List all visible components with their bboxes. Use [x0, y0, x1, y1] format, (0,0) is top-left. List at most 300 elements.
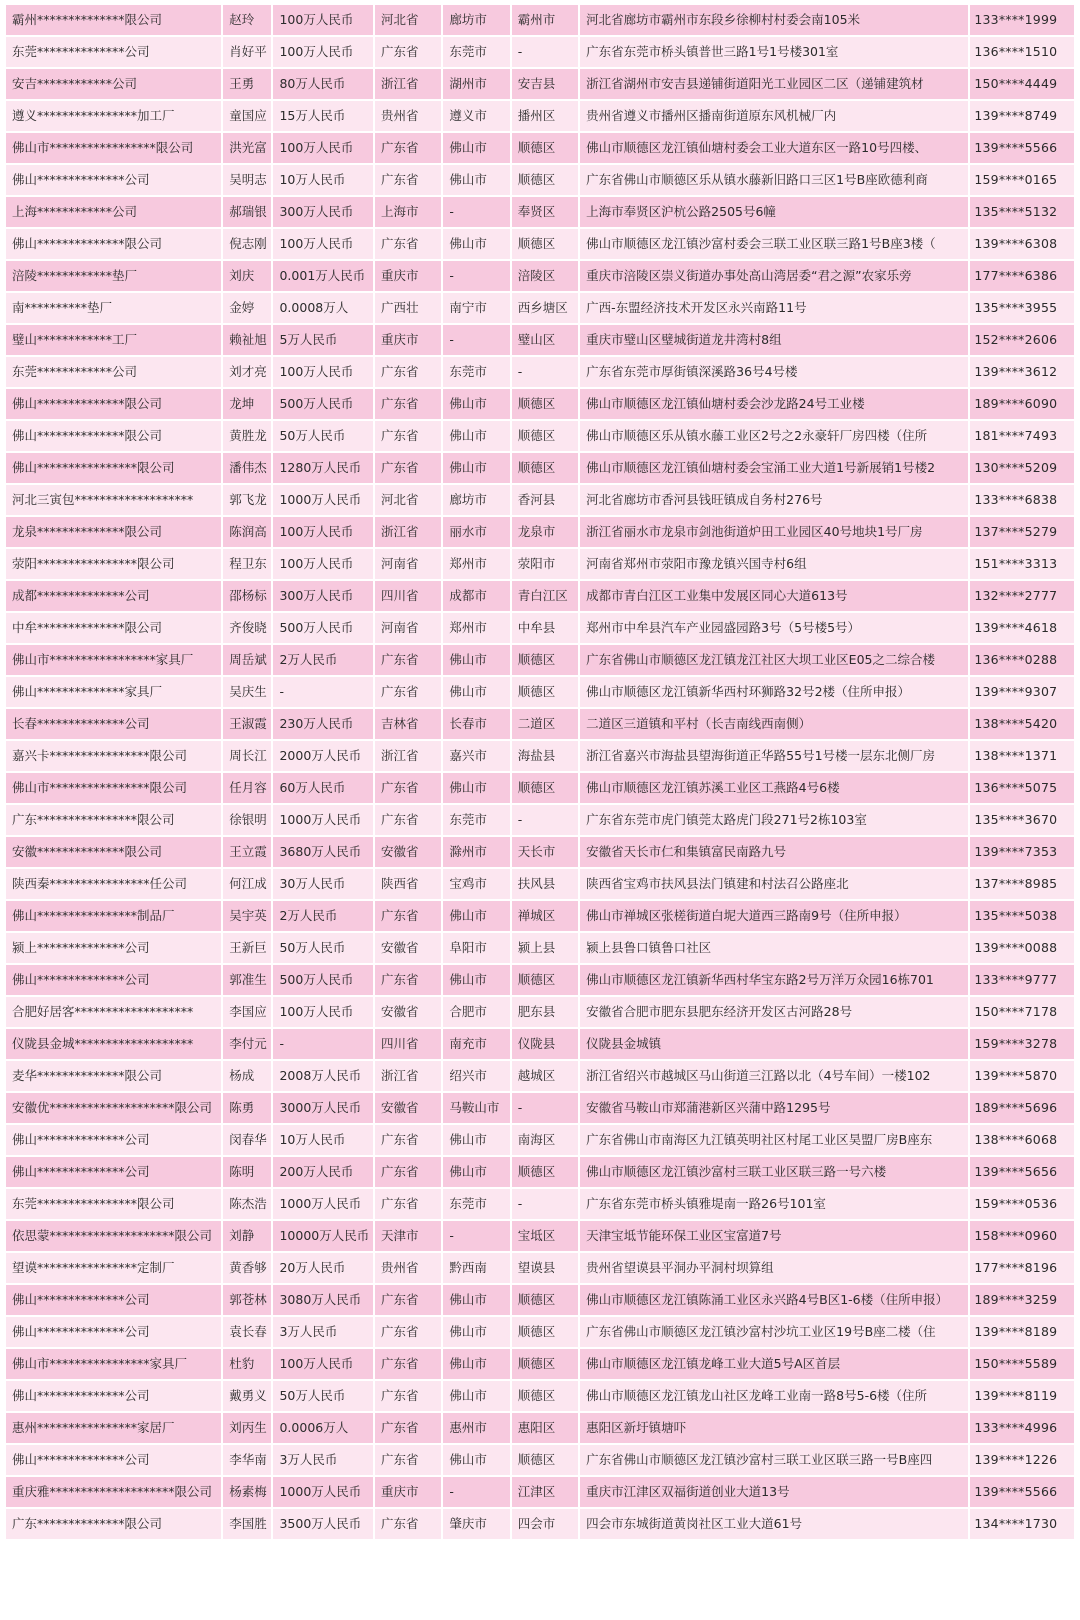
phone-cell: 159****0165 [970, 165, 1074, 195]
company-name-cell: 安吉************公司 [6, 69, 221, 99]
table-row [6, 773, 1074, 803]
phone-cell: 158****0960 [970, 1221, 1074, 1251]
registered-capital-cell: 50万人民币 [273, 1381, 373, 1411]
address-cell: 佛山市禅城区张槎街道白坭大道西三路南9号（住所申报） [580, 901, 968, 931]
phone-cell: 150****7178 [970, 997, 1074, 1027]
table-row [6, 325, 1074, 355]
district-cell: 顺德区 [512, 1445, 578, 1475]
legal-person-cell: 邵杨标 [223, 581, 271, 611]
phone-cell: 139****8749 [970, 101, 1074, 131]
city-cell: 南充市 [443, 1029, 509, 1059]
phone-cell: 139****5870 [970, 1061, 1074, 1091]
registered-capital-cell: 200万人民币 [273, 1157, 373, 1187]
registered-capital-cell: 10000万人民币 [273, 1221, 373, 1251]
company-name-cell: 东莞**************公司 [6, 37, 221, 67]
table-row [6, 165, 1074, 195]
registered-capital-cell: 1000万人民币 [273, 805, 373, 835]
legal-person-cell: 洪光富 [223, 133, 271, 163]
district-cell: 顺德区 [512, 1349, 578, 1379]
city-cell: 合肥市 [443, 997, 509, 1027]
district-cell: 肥东县 [512, 997, 578, 1027]
company-name-cell: 佛山**************限公司 [6, 421, 221, 451]
province-cell: 吉林省 [375, 709, 441, 739]
district-cell: 霸州市 [512, 5, 578, 35]
city-cell: 佛山市 [443, 1445, 509, 1475]
legal-person-cell: 王淑霞 [223, 709, 271, 739]
address-cell: 广东省佛山市南海区九江镇英明社区村尾工业区昊盟厂房B座东 [580, 1125, 968, 1155]
address-cell: 浙江省绍兴市越城区马山街道三江路以北（4号车间）一楼102 [580, 1061, 968, 1091]
city-cell: 郑州市 [443, 613, 509, 643]
table-row [6, 805, 1074, 835]
city-cell: 肇庆市 [443, 1509, 509, 1539]
registered-capital-cell: 2万人民币 [273, 901, 373, 931]
province-cell: 广东省 [375, 165, 441, 195]
province-cell: 浙江省 [375, 69, 441, 99]
legal-person-cell: 刘静 [223, 1221, 271, 1251]
phone-cell: 134****1730 [970, 1509, 1074, 1539]
table-row [6, 997, 1074, 1027]
table-row [6, 1029, 1074, 1059]
province-cell: 天津市 [375, 1221, 441, 1251]
legal-person-cell: 黄香够 [223, 1253, 271, 1283]
phone-cell: 135****3955 [970, 293, 1074, 323]
table-row [6, 5, 1074, 35]
company-name-cell: 佛山**************家具厂 [6, 677, 221, 707]
phone-cell: 133****1999 [970, 5, 1074, 35]
address-cell: 郑州市中牟县汽车产业园盛园路3号（5号楼5号） [580, 613, 968, 643]
city-cell: 滁州市 [443, 837, 509, 867]
province-cell: 广东省 [375, 965, 441, 995]
province-cell: 河南省 [375, 613, 441, 643]
city-cell: 东莞市 [443, 357, 509, 387]
table-row [6, 485, 1074, 515]
city-cell: 宝鸡市 [443, 869, 509, 899]
phone-cell: 139****8119 [970, 1381, 1074, 1411]
district-cell: 香河县 [512, 485, 578, 515]
city-cell: 绍兴市 [443, 1061, 509, 1091]
company-name-cell: 颍上**************公司 [6, 933, 221, 963]
city-cell: 佛山市 [443, 1317, 509, 1347]
table-row [6, 1157, 1074, 1187]
table-row [6, 933, 1074, 963]
registered-capital-cell: 2008万人民币 [273, 1061, 373, 1091]
city-cell: 郑州市 [443, 549, 509, 579]
phone-cell: 150****4449 [970, 69, 1074, 99]
company-table [4, 3, 1076, 1541]
province-cell: 河南省 [375, 549, 441, 579]
registered-capital-cell: 100万人民币 [273, 517, 373, 547]
district-cell: 四会市 [512, 1509, 578, 1539]
phone-cell: 137****8985 [970, 869, 1074, 899]
province-cell: 重庆市 [375, 1477, 441, 1507]
address-cell: 陕西省宝鸡市扶风县法门镇建和村法召公路座北 [580, 869, 968, 899]
city-cell: 佛山市 [443, 421, 509, 451]
company-name-cell: 河北三寅包******************* [6, 485, 221, 515]
registered-capital-cell: 0.0008万人 [273, 293, 373, 323]
company-name-cell: 惠州****************家居厂 [6, 1413, 221, 1443]
registered-capital-cell: 1000万人民币 [273, 1477, 373, 1507]
phone-cell: 177****8196 [970, 1253, 1074, 1283]
company-name-cell: 长春**************公司 [6, 709, 221, 739]
legal-person-cell: 刘丙生 [223, 1413, 271, 1443]
phone-cell: 139****5566 [970, 1477, 1074, 1507]
phone-cell: 138****1371 [970, 741, 1074, 771]
district-cell: - [512, 1093, 578, 1123]
city-cell: 丽水市 [443, 517, 509, 547]
phone-cell: 137****5279 [970, 517, 1074, 547]
phone-cell: 133****9777 [970, 965, 1074, 995]
phone-cell: 135****5038 [970, 901, 1074, 931]
registered-capital-cell: 1000万人民币 [273, 485, 373, 515]
legal-person-cell: 杨成 [223, 1061, 271, 1091]
city-cell: 佛山市 [443, 229, 509, 259]
legal-person-cell: 闵春华 [223, 1125, 271, 1155]
city-cell: 南宁市 [443, 293, 509, 323]
district-cell: 涪陵区 [512, 261, 578, 291]
table-row [6, 1253, 1074, 1283]
registered-capital-cell: 3500万人民币 [273, 1509, 373, 1539]
legal-person-cell: 周岳斌 [223, 645, 271, 675]
table-row [6, 1221, 1074, 1251]
table-row [6, 101, 1074, 131]
district-cell: 顺德区 [512, 645, 578, 675]
province-cell: 广东省 [375, 645, 441, 675]
province-cell: 安徽省 [375, 837, 441, 867]
company-name-cell: 依思蒙********************限公司 [6, 1221, 221, 1251]
company-name-cell: 广东****************限公司 [6, 805, 221, 835]
company-name-cell: 合肥好居客******************* [6, 997, 221, 1027]
legal-person-cell: 杨素梅 [223, 1477, 271, 1507]
district-cell: 顺德区 [512, 965, 578, 995]
district-cell: 顺德区 [512, 1285, 578, 1315]
table-row [6, 389, 1074, 419]
city-cell: 马鞍山市 [443, 1093, 509, 1123]
legal-person-cell: 陈润高 [223, 517, 271, 547]
district-cell: 顺德区 [512, 773, 578, 803]
address-cell: 广西-东盟经济技术开发区永兴南路11号 [580, 293, 968, 323]
registered-capital-cell: 100万人民币 [273, 5, 373, 35]
address-cell: 佛山市顺德区龙江镇龙山社区龙峰工业南一路8号5-6楼（住所 [580, 1381, 968, 1411]
province-cell: 重庆市 [375, 325, 441, 355]
district-cell: 顺德区 [512, 389, 578, 419]
registered-capital-cell: 30万人民币 [273, 869, 373, 899]
province-cell: 浙江省 [375, 1061, 441, 1091]
table-body [6, 5, 1074, 1539]
district-cell: 南海区 [512, 1125, 578, 1155]
address-cell: 佛山市顺德区龙江镇仙塘村委会宝涌工业大道1号新展销1号楼2 [580, 453, 968, 483]
registered-capital-cell: 80万人民币 [273, 69, 373, 99]
company-name-cell: 龙泉**************限公司 [6, 517, 221, 547]
legal-person-cell: 陈杰浩 [223, 1189, 271, 1219]
phone-cell: 159****3278 [970, 1029, 1074, 1059]
table-row [6, 453, 1074, 483]
district-cell: 荥阳市 [512, 549, 578, 579]
district-cell: 仪陇县 [512, 1029, 578, 1059]
phone-cell: 139****8189 [970, 1317, 1074, 1347]
city-cell: 湖州市 [443, 69, 509, 99]
district-cell: 安吉县 [512, 69, 578, 99]
province-cell: 广东省 [375, 677, 441, 707]
table-row [6, 1189, 1074, 1219]
province-cell: 广东省 [375, 773, 441, 803]
table-row [6, 133, 1074, 163]
table-row [6, 197, 1074, 227]
table-row [6, 709, 1074, 739]
company-name-cell: 陕西秦****************任公司 [6, 869, 221, 899]
company-name-cell: 安徽**************限公司 [6, 837, 221, 867]
city-cell: 东莞市 [443, 1189, 509, 1219]
address-cell: 重庆市涪陵区崇义街道办事处高山湾居委“君之源”农家乐旁 [580, 261, 968, 291]
address-cell: 二道区三道镇和平村（长吉南线西南侧） [580, 709, 968, 739]
province-cell: 安徽省 [375, 933, 441, 963]
registered-capital-cell: 100万人民币 [273, 549, 373, 579]
district-cell: 顺德区 [512, 1381, 578, 1411]
province-cell: 上海市 [375, 197, 441, 227]
address-cell: 河南省郑州市荥阳市豫龙镇兴国寺村6组 [580, 549, 968, 579]
phone-cell: 150****5589 [970, 1349, 1074, 1379]
address-cell: 佛山市顺德区龙江镇新华西村环狮路32号2楼（住所申报） [580, 677, 968, 707]
province-cell: 广西壮 [375, 293, 441, 323]
registered-capital-cell: 300万人民币 [273, 581, 373, 611]
district-cell: 顺德区 [512, 229, 578, 259]
province-cell: 广东省 [375, 1189, 441, 1219]
city-cell: 佛山市 [443, 901, 509, 931]
registered-capital-cell: 100万人民币 [273, 357, 373, 387]
address-cell: 佛山市顺德区龙江镇龙峰工业大道5号A区首层 [580, 1349, 968, 1379]
phone-cell: 189****6090 [970, 389, 1074, 419]
company-name-cell: 佛山****************限公司 [6, 453, 221, 483]
table-row [6, 645, 1074, 675]
address-cell: 河北省廊坊市香河县钱旺镇成自务村276号 [580, 485, 968, 515]
province-cell: 广东省 [375, 1125, 441, 1155]
address-cell: 佛山市顺德区龙江镇新华西村华宝东路2号万洋万众园16栋701 [580, 965, 968, 995]
address-cell: 广东省东莞市桥头镇普世三路1号1号楼301室 [580, 37, 968, 67]
district-cell: 天长市 [512, 837, 578, 867]
phone-cell: 139****5656 [970, 1157, 1074, 1187]
district-cell: - [512, 357, 578, 387]
phone-cell: 139****3612 [970, 357, 1074, 387]
address-cell: 佛山市顺德区龙江镇沙富村三联工业区联三路一号六楼 [580, 1157, 968, 1187]
province-cell: 广东省 [375, 901, 441, 931]
legal-person-cell: 周长江 [223, 741, 271, 771]
district-cell: 顺德区 [512, 677, 578, 707]
address-cell: 广东省东莞市厚街镇深溪路36号4号楼 [580, 357, 968, 387]
table-row [6, 581, 1074, 611]
company-name-cell: 佛山市*****************家具厂 [6, 645, 221, 675]
company-name-cell: 重庆雅********************限公司 [6, 1477, 221, 1507]
address-cell: 天津宝坻节能环保工业区宝富道7号 [580, 1221, 968, 1251]
phone-cell: 130****5209 [970, 453, 1074, 483]
registered-capital-cell: 15万人民币 [273, 101, 373, 131]
legal-person-cell: 齐俊晓 [223, 613, 271, 643]
legal-person-cell: 赵玲 [223, 5, 271, 35]
registered-capital-cell: 2万人民币 [273, 645, 373, 675]
legal-person-cell: 吴宇英 [223, 901, 271, 931]
province-cell: 浙江省 [375, 741, 441, 771]
company-name-cell: 安徽优********************限公司 [6, 1093, 221, 1123]
table-row [6, 1125, 1074, 1155]
city-cell: - [443, 1477, 509, 1507]
registered-capital-cell: 0.001万人民币 [273, 261, 373, 291]
address-cell: 佛山市顺德区乐从镇水藤工业区2号之2永豪轩厂房四楼（住所 [580, 421, 968, 451]
legal-person-cell: 王新巨 [223, 933, 271, 963]
company-name-cell: 广东**************限公司 [6, 1509, 221, 1539]
address-cell: 上海市奉贤区沪杭公路2505号6幢 [580, 197, 968, 227]
table-row [6, 613, 1074, 643]
address-cell: 贵州省望谟县平洞办平洞村坝算组 [580, 1253, 968, 1283]
province-cell: 广东省 [375, 357, 441, 387]
legal-person-cell: 童国应 [223, 101, 271, 131]
legal-person-cell: 杜豹 [223, 1349, 271, 1379]
company-name-cell: 中牟**************限公司 [6, 613, 221, 643]
address-cell: 佛山市顺德区龙江镇陈涌工业区永兴路4号B区1-6楼（住所申报） [580, 1285, 968, 1315]
legal-person-cell: 王立霞 [223, 837, 271, 867]
city-cell: - [443, 325, 509, 355]
district-cell: 顺德区 [512, 1157, 578, 1187]
registered-capital-cell: 3680万人民币 [273, 837, 373, 867]
registered-capital-cell: 500万人民币 [273, 965, 373, 995]
city-cell: 长春市 [443, 709, 509, 739]
province-cell: 广东省 [375, 229, 441, 259]
district-cell: 播州区 [512, 101, 578, 131]
province-cell: 四川省 [375, 581, 441, 611]
registered-capital-cell: 3万人民币 [273, 1445, 373, 1475]
table-row [6, 1285, 1074, 1315]
table-row [6, 1349, 1074, 1379]
address-cell: 安徽省天长市仁和集镇富民南路九号 [580, 837, 968, 867]
table-row [6, 1413, 1074, 1443]
address-cell: 广东省佛山市顺德区龙江镇沙富村沙坑工业区19号B座二楼（住 [580, 1317, 968, 1347]
district-cell: - [512, 37, 578, 67]
table-row [6, 677, 1074, 707]
phone-cell: 133****4996 [970, 1413, 1074, 1443]
province-cell: 广东省 [375, 1317, 441, 1347]
registered-capital-cell: 5万人民币 [273, 325, 373, 355]
district-cell: 宝坻区 [512, 1221, 578, 1251]
district-cell: 二道区 [512, 709, 578, 739]
city-cell: 成都市 [443, 581, 509, 611]
district-cell: 青白江区 [512, 581, 578, 611]
company-name-cell: 佛山**************公司 [6, 1157, 221, 1187]
legal-person-cell: 李华南 [223, 1445, 271, 1475]
address-cell: 佛山市顺德区龙江镇沙富村委会三联工业区联三路1号B座3楼（ [580, 229, 968, 259]
province-cell: 贵州省 [375, 101, 441, 131]
table-row [6, 1061, 1074, 1091]
company-name-cell: 佛山**************限公司 [6, 389, 221, 419]
district-cell: 璧山区 [512, 325, 578, 355]
legal-person-cell: 潘伟杰 [223, 453, 271, 483]
address-cell: 惠阳区新圩镇塘吓 [580, 1413, 968, 1443]
table-row [6, 69, 1074, 99]
address-cell: 佛山市顺德区龙江镇仙塘村委会沙龙路24号工业楼 [580, 389, 968, 419]
province-cell: 河北省 [375, 5, 441, 35]
phone-cell: 152****2606 [970, 325, 1074, 355]
company-name-cell: 仪陇县金城******************* [6, 1029, 221, 1059]
address-cell: 贵州省遵义市播州区播南街道原东风机械厂内 [580, 101, 968, 131]
city-cell: 东莞市 [443, 37, 509, 67]
legal-person-cell: 倪志刚 [223, 229, 271, 259]
city-cell: 佛山市 [443, 389, 509, 419]
phone-cell: 139****6308 [970, 229, 1074, 259]
table-row [6, 37, 1074, 67]
province-cell: 广东省 [375, 133, 441, 163]
table-row [6, 1317, 1074, 1347]
province-cell: 广东省 [375, 1445, 441, 1475]
province-cell: 广东省 [375, 37, 441, 67]
province-cell: 广东省 [375, 453, 441, 483]
table-row [6, 1509, 1074, 1539]
district-cell: 越城区 [512, 1061, 578, 1091]
phone-cell: 189****3259 [970, 1285, 1074, 1315]
address-cell: 广东省佛山市顺德区乐从镇水藤新旧路口三区1号B座欧德利商 [580, 165, 968, 195]
company-name-cell: 霸州**************限公司 [6, 5, 221, 35]
district-cell: 顺德区 [512, 421, 578, 451]
legal-person-cell: 郭苍林 [223, 1285, 271, 1315]
company-name-cell: 南**********垫厂 [6, 293, 221, 323]
city-cell: 阜阳市 [443, 933, 509, 963]
legal-person-cell: 陈勇 [223, 1093, 271, 1123]
registered-capital-cell: 230万人民币 [273, 709, 373, 739]
legal-person-cell: 李国应 [223, 997, 271, 1027]
district-cell: 顺德区 [512, 165, 578, 195]
phone-cell: 139****9307 [970, 677, 1074, 707]
legal-person-cell: 任月容 [223, 773, 271, 803]
city-cell: 廊坊市 [443, 5, 509, 35]
district-cell: 颍上县 [512, 933, 578, 963]
phone-cell: 139****1226 [970, 1445, 1074, 1475]
city-cell: - [443, 261, 509, 291]
district-cell: 江津区 [512, 1477, 578, 1507]
company-name-cell: 望谟****************定制厂 [6, 1253, 221, 1283]
company-name-cell: 东莞****************限公司 [6, 1189, 221, 1219]
address-cell: 安徽省马鞍山市郑蒲港新区兴蒲中路1295号 [580, 1093, 968, 1123]
address-cell: 仪陇县金城镇 [580, 1029, 968, 1059]
address-cell: 浙江省丽水市龙泉市剑池街道炉田工业园区40号地块1号厂房 [580, 517, 968, 547]
registered-capital-cell: 100万人民币 [273, 229, 373, 259]
district-cell: 海盐县 [512, 741, 578, 771]
province-cell: 广东省 [375, 1157, 441, 1187]
table-row [6, 421, 1074, 451]
city-cell: 黔西南 [443, 1253, 509, 1283]
legal-person-cell: 赖祉旭 [223, 325, 271, 355]
registered-capital-cell: 1280万人民币 [273, 453, 373, 483]
address-cell: 浙江省湖州市安吉县递铺街道阳光工业园区二区（递铺建筑材 [580, 69, 968, 99]
phone-cell: 135****3670 [970, 805, 1074, 835]
phone-cell: 132****2777 [970, 581, 1074, 611]
district-cell: 惠阳区 [512, 1413, 578, 1443]
table-row [6, 1477, 1074, 1507]
city-cell: 佛山市 [443, 677, 509, 707]
company-name-cell: 嘉兴卡****************限公司 [6, 741, 221, 771]
city-cell: 遵义市 [443, 101, 509, 131]
city-cell: 嘉兴市 [443, 741, 509, 771]
legal-person-cell: 袁长春 [223, 1317, 271, 1347]
table-row [6, 965, 1074, 995]
legal-person-cell: 郝瑞银 [223, 197, 271, 227]
registered-capital-cell: 0.0006万人 [273, 1413, 373, 1443]
province-cell: 安徽省 [375, 1093, 441, 1123]
registered-capital-cell: 3000万人民币 [273, 1093, 373, 1123]
company-name-cell: 麦华**************限公司 [6, 1061, 221, 1091]
phone-cell: 177****6386 [970, 261, 1074, 291]
phone-cell: 138****6068 [970, 1125, 1074, 1155]
address-cell: 颍上县鲁口镇鲁口社区 [580, 933, 968, 963]
phone-cell: 151****3313 [970, 549, 1074, 579]
city-cell: 佛山市 [443, 645, 509, 675]
province-cell: 陕西省 [375, 869, 441, 899]
phone-cell: 189****5696 [970, 1093, 1074, 1123]
table-row [6, 869, 1074, 899]
